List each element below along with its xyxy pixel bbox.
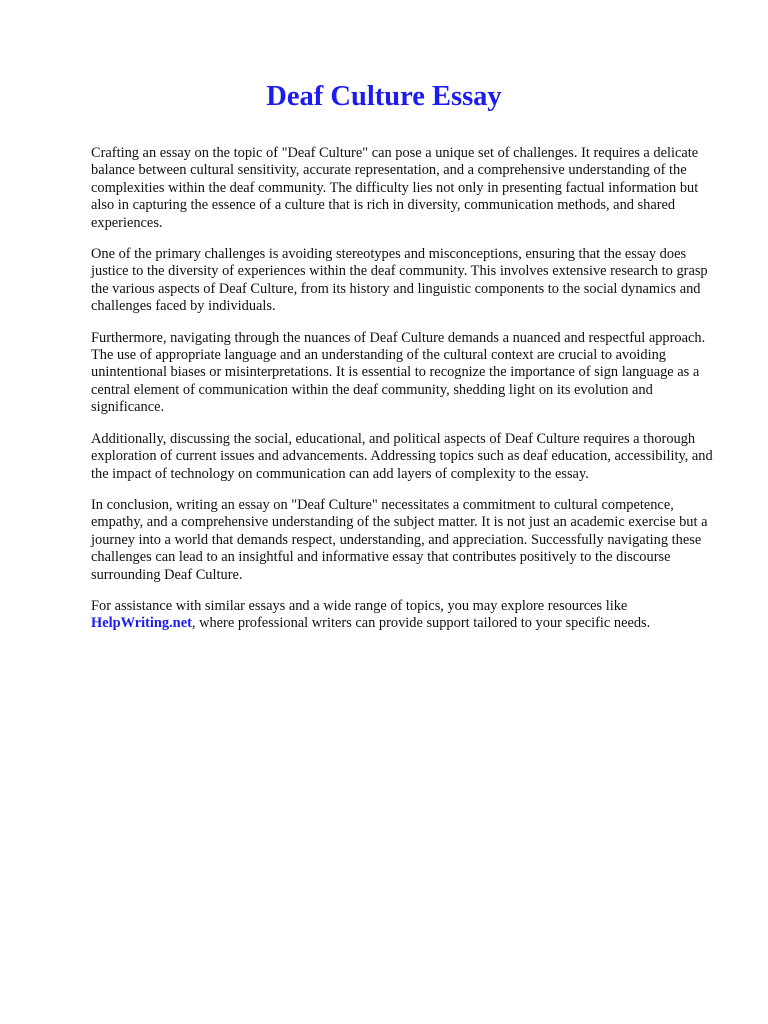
paragraph-challenges: One of the primary challenges is avoiding stereotypes and misconceptions, ensuring that the essay does justice to the diversity of experiences within the deaf community. This involves extensive research to grasp the various aspects of Deaf Culture, from its history and linguistic components to the social dynamics and challenges faced by individuals. [91, 246, 708, 315]
document-body [91, 145, 723, 647]
closing-text-before: For assistance with similar essays and a wide range of topics, you may explore resources like [91, 597, 628, 614]
paragraph-aspects: Additionally, discussing the social, educational, and political aspects of Deaf Culture requires a thorough exploration of current issues and advancements. Addressing topics such as deaf education, accessibility, and the impact of technology on communication can add layers of complexity to the essay. [91, 430, 713, 482]
paragraph-intro: Crafting an essay on the topic of "Deaf Culture" can pose a unique set of challenges. It requires a delicate balance between cultural sensitivity, accurate representation, and a comprehensive understanding of the complexities within the deaf community. The difficulty lies not only in presenting factual information but also in capturing the essence of a culture that is rich in diversity, communication methods, and shared experiences. [91, 145, 699, 231]
document-title: Deaf Culture Essay [266, 81, 502, 112]
paragraph-nuances: Furthermore, navigating through the nuances of Deaf Culture demands a nuanced and respectful approach. The use of appropriate language and an understanding of the cultural context are crucial to avoiding unintentional biases or misinterpretations. It is essential to recognize the importance of sign language as a central element of communication within the deaf community, shedding light on its evolution and significance. [91, 329, 706, 416]
closing-text-after: , where professional writers can provide support tailored to your specific needs. [191, 615, 651, 632]
helpwriting-link[interactable]: HelpWriting.net [91, 615, 192, 632]
paragraph-closing [91, 598, 723, 633]
paragraph-conclusion: In conclusion, writing an essay on "Deaf Culture" necessitates a commitment to cultural competence, empathy, and a comprehensive understanding of the subject matter. It is not just an academic exercise but a journey into a world that demands respect, understanding, and appreciation. Successfully navigating these challenges can lead to an insightful and informative essay that contributes positively to the discourse surrounding Deaf Culture. [91, 496, 708, 583]
